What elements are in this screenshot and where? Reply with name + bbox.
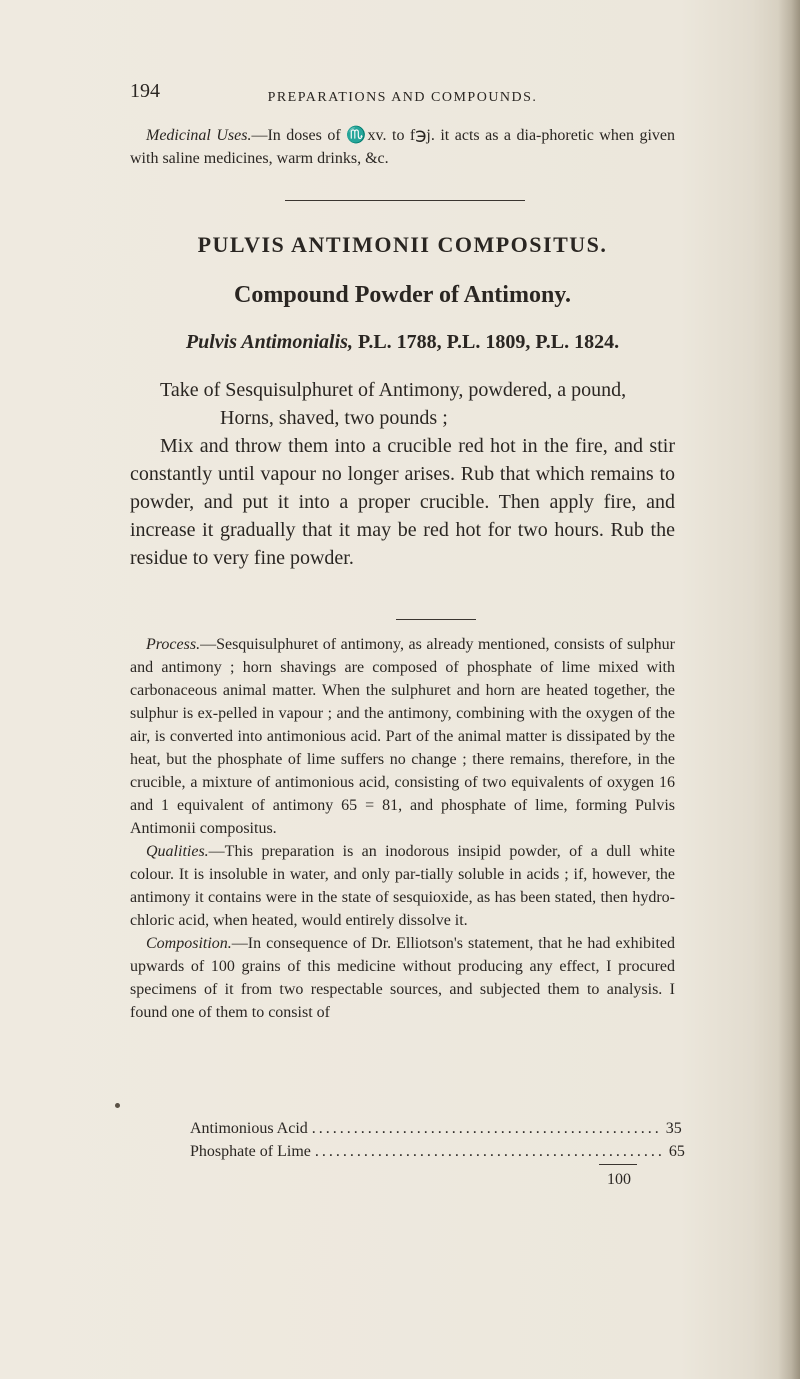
- recipe-method: Mix and throw them into a crucible red hot in the fire, and stir constantly until vapour no longer arises. Rub that which remains to powder, and put it into a proper crucible. Then apply fire, and increase it gradually that it may be red hot for two hours. Rub the residue to very fine powder.: [130, 435, 675, 569]
- composition-label: Composition.: [146, 935, 232, 952]
- section-title: PULVIS ANTIMONII COMPOSITUS.: [197, 232, 608, 257]
- medicinal-uses-label: Medicinal Uses.: [146, 127, 252, 144]
- process-paragraph: [130, 633, 675, 840]
- synonyms-line: [130, 331, 675, 354]
- recipe-divider: [396, 619, 476, 620]
- composition-paragraph: [130, 932, 675, 1024]
- synonym-refs: P.L. 1788, P.L. 1809, P.L. 1824.: [352, 331, 620, 353]
- composition-table: [190, 1117, 685, 1163]
- component-value: 65: [668, 1143, 685, 1160]
- composition-total: 100: [607, 1171, 631, 1188]
- medicinal-uses-paragraph: [130, 124, 675, 170]
- synonym-name: Pulvis Antimonialis,: [185, 331, 353, 353]
- process-label: Process.: [146, 636, 201, 653]
- page-header: [130, 80, 675, 110]
- page-number: 194: [130, 80, 160, 102]
- component-name: Antimonious Acid: [190, 1120, 308, 1137]
- composition-text: —In consequence of Dr. Elliotson's statement, that he had exhibited upwards of 100 grains of this medicine without producing any effect, I procured specimens of it from two respectable sources, and subjected them to analysis. I found one of them to consist of: [130, 935, 675, 1021]
- recipe-ingredient-2: [130, 404, 675, 432]
- medicinal-uses-text: —In doses of ♏xv. to f℈j. it acts as a dia-phoretic when given with saline medicines, warm drinks, &c.: [130, 127, 675, 167]
- table-row: [190, 1140, 685, 1163]
- leader-dots: ..................................................: [311, 1120, 662, 1137]
- table-row: [190, 1117, 682, 1140]
- running-head: PREPARATIONS AND COMPOUNDS.: [267, 90, 538, 105]
- qualities-text: —This preparation is an inodorous insipid powder, of a dull white colour. It is insoluble in water, and only par-tially soluble in acids ; if, however, the antimony it contains were in the state of sesquioxide, as has been stated, then hydro-chloric acid, when heated, would entirely dissolve it.: [130, 843, 675, 929]
- section-divider: [285, 200, 525, 201]
- page-edge-shadow: [778, 0, 800, 1379]
- recipe-ingredient-1-text: Take of Sesquisulphuret of Antimony, powdered, a pound,: [160, 379, 627, 401]
- paper-speck: [115, 1103, 120, 1108]
- recipe-block: [130, 376, 675, 572]
- leader-dots: ..................................................: [314, 1143, 665, 1160]
- process-text: —Sesquisulphuret of antimony, as already mentioned, consists of sulphur and antimony ; horn shavings are composed of phosphate of lime mixed with carbonaceous animal matter. When the sulphuret and horn are heated together, the sulphur is ex-pelled in vapour ; and the antimony, combining with the oxygen of the air, is converted into antimonious acid. Part of the animal matter is dissipated by the heat, but the phosphate of lime suffers no change ; there remains, therefore, in the crucible, a mixture of antimonious acid, consisting of two equivalents of oxygen 16 and 1 equivalent of antimony 65 = 81, and phosphate of lime, forming Pulvis Antimonii compositus.: [130, 636, 675, 837]
- total-rule: [599, 1164, 637, 1165]
- commentary-block: [130, 633, 675, 1024]
- qualities-label: Qualities.: [146, 843, 209, 860]
- section-subtitle: Compound Powder of Antimony.: [234, 282, 571, 308]
- component-name: Phosphate of Lime: [190, 1143, 311, 1160]
- component-value: 35: [665, 1120, 682, 1137]
- qualities-paragraph: [130, 840, 675, 932]
- recipe-ingredient-1: [130, 376, 675, 404]
- recipe-ingredient-2-text: Horns, shaved, two pounds ;: [220, 407, 448, 429]
